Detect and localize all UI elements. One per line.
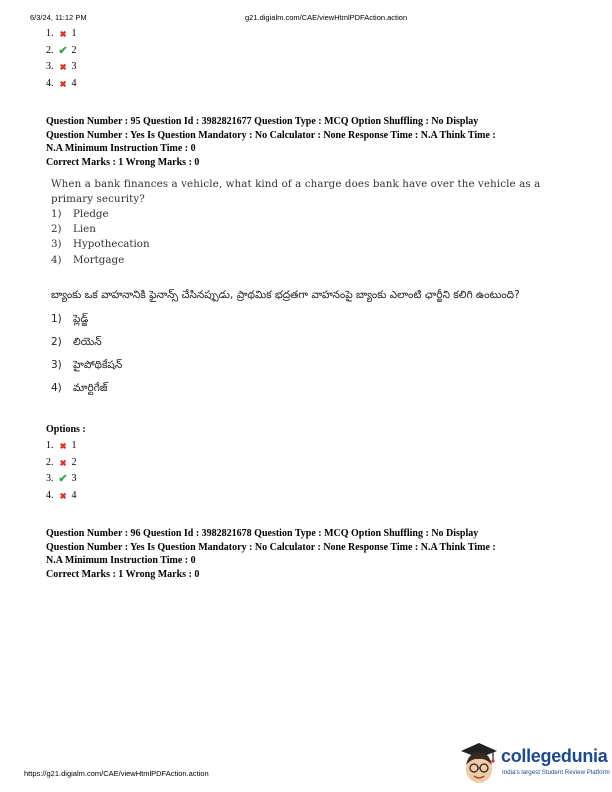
option-row <box>46 455 77 472</box>
question-options-telugu <box>51 308 571 400</box>
option-row <box>46 488 77 505</box>
wrong-mark-icon: ✖ <box>59 457 67 468</box>
option-text: Hypothecation <box>73 238 150 251</box>
option-label: 2 <box>71 44 77 56</box>
option-number: 3. <box>46 61 54 72</box>
option-label: 3 <box>71 473 77 484</box>
option-number: 4) <box>51 253 62 266</box>
question-option <box>51 237 571 252</box>
mascot-icon <box>455 738 499 788</box>
option-number: 1) <box>51 208 62 220</box>
option-text: Mortgage <box>73 253 125 266</box>
option-row <box>46 471 77 488</box>
option-text: మార్టిగేజ్ <box>73 382 108 394</box>
logo-tagline: India's largest Student Review Platform <box>502 769 610 776</box>
meta-line: Question Number : 96 Question Id : 3982821678 Question Type : MCQ Option Shuffling : No Display <box>46 528 479 539</box>
prev-options-list <box>46 26 77 92</box>
option-number: 1. <box>46 28 54 39</box>
wrong-mark-icon: ✖ <box>59 62 67 72</box>
correct-mark-icon: ✔ <box>58 473 68 485</box>
print-datetime: 6/3/24, 11:12 PM <box>30 13 87 22</box>
wrong-mark-icon: ✖ <box>59 78 67 89</box>
option-row <box>46 438 77 455</box>
option-row <box>46 43 77 60</box>
option-number: 2) <box>51 223 62 236</box>
options-title: Options : <box>46 424 86 435</box>
correct-mark-icon: ✔ <box>58 44 68 57</box>
question-95-meta <box>46 115 576 169</box>
wrong-mark-icon: ✖ <box>59 490 67 501</box>
question-95-telugu <box>51 283 571 400</box>
option-number: 1. <box>46 440 54 451</box>
logo-wordmark: collegedunia <box>501 746 608 766</box>
option-text: Pledge <box>73 208 109 220</box>
option-number: 2. <box>46 456 54 468</box>
option-label: 2 <box>71 456 77 468</box>
question-95-english <box>51 177 571 268</box>
question-option <box>51 331 571 354</box>
meta-line: N.A Minimum Instruction Time : 0 <box>46 555 196 566</box>
question-96-meta <box>46 527 576 581</box>
collegedunia-logo <box>455 738 612 788</box>
option-row <box>46 76 77 93</box>
question-option <box>51 377 571 400</box>
option-number: 3) <box>51 359 62 371</box>
meta-line: Question Number : Yes Is Question Mandatory : No Calculator : None Response Time : N.A Think Time : <box>46 129 496 141</box>
option-text: Lien <box>73 223 96 236</box>
question-option <box>51 207 571 222</box>
print-url: g21.digialm.com/CAE/viewHtmlPDFAction.action <box>245 13 408 22</box>
option-number: 3) <box>51 238 62 251</box>
option-label: 4 <box>71 489 77 501</box>
footer-url: https://g21.digialm.com/CAE/viewHtmlPDFAction.action <box>24 769 209 778</box>
question-option <box>51 354 571 377</box>
option-text: లియెన్ <box>73 336 102 348</box>
wrong-mark-icon: ✖ <box>59 441 67 451</box>
marks-line: Correct Marks : 1 Wrong Marks : 0 <box>46 156 200 168</box>
option-row <box>46 59 77 76</box>
option-number: 1) <box>51 313 62 325</box>
wrong-mark-icon: ✖ <box>59 29 67 39</box>
option-number: 2) <box>51 336 62 348</box>
option-number: 2. <box>46 44 54 56</box>
question-option <box>51 253 571 268</box>
option-label: 3 <box>71 61 77 72</box>
option-number: 4. <box>46 489 54 501</box>
meta-line: Question Number : 95 Question Id : 3982821677 Question Type : MCQ Option Shuffling : No Display <box>46 116 479 127</box>
question-option <box>51 222 571 237</box>
meta-line: Question Number : Yes Is Question Mandatory : No Calculator : None Response Time : N.A Think Time : <box>46 541 496 553</box>
option-number: 4) <box>51 382 62 394</box>
option-label: 1 <box>71 28 77 39</box>
marks-line: Correct Marks : 1 Wrong Marks : 0 <box>46 568 200 580</box>
option-row <box>46 26 77 43</box>
question-option <box>51 308 571 331</box>
question-text: When a bank finances a vehicle, what kind of a charge does bank have over the vehicle as a primary security? <box>51 178 541 205</box>
meta-line: N.A Minimum Instruction Time : 0 <box>46 143 196 154</box>
option-number: 3. <box>46 473 54 484</box>
option-label: 1 <box>71 440 77 451</box>
answer-options-list <box>46 438 77 504</box>
question-options <box>51 207 571 268</box>
option-number: 4. <box>46 77 54 89</box>
option-label: 4 <box>71 77 77 89</box>
option-text: హైపోథికేషన్ <box>73 359 123 371</box>
question-text-telugu: బ్యాంకు ఒక వాహనానికి ఫైనాన్స్ చేసినప్పుడు, ప్రాథమిక భద్రతగా వాహనంపై బ్యాంకు ఎలాంటి ఛార్జీని కలిగి ఉంటుంది? <box>51 289 520 301</box>
option-text: ప్లెడ్జ్ <box>73 313 89 325</box>
